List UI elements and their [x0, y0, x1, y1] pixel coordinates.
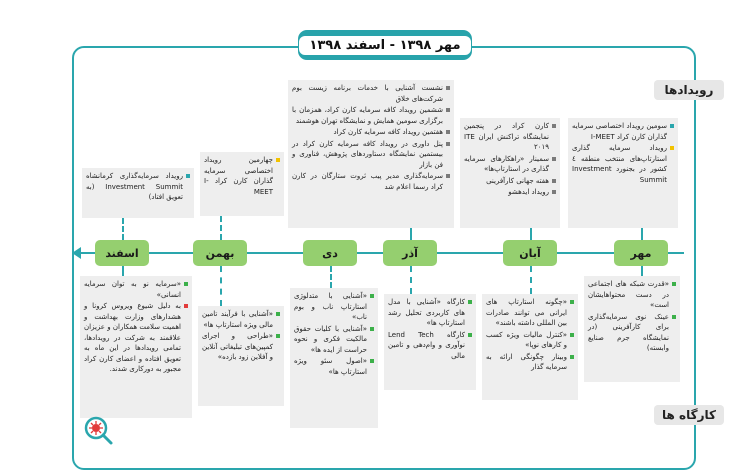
connector [220, 216, 222, 240]
events-azar [288, 80, 454, 228]
bullet-icon [552, 190, 556, 194]
bullet-icon [670, 146, 674, 150]
bullet-icon [468, 333, 472, 337]
page-title: مهر ۱۳۹۸ - اسفند ۱۳۹۸ [299, 36, 470, 55]
event-item: سرمایه‌گذاری مدیر پیب ثروت ستارگان در کارن کراد رسما اعلام شد [292, 171, 450, 192]
bullet-icon [370, 294, 374, 298]
month-bahman: بهمن [193, 240, 247, 266]
event-item: رویداد سرمایه‌گذاری کرمانشاه Investment Summit (به تعویق افتاد) [86, 171, 190, 203]
event-item: ششمین رویداد کافه سرمایه کارن کراد، همزمان با برگزاری سومین همایش و نمایشگاه تهران هوشمند [292, 105, 450, 126]
month-aban: آبان [503, 240, 557, 266]
bullet-icon [670, 124, 674, 128]
workshops-section-label: کارگاه ها [654, 405, 724, 425]
workshop-item: «چگونه استارتاپ های ایرانی می توانند صادرات بین المللی داشته باشند» [486, 297, 574, 329]
bullet-icon [276, 158, 280, 162]
events-esfand [82, 168, 194, 218]
timeline-arrow-icon [72, 247, 81, 259]
workshops-dey [290, 288, 378, 428]
connector [641, 266, 643, 276]
bullet-icon [552, 179, 556, 183]
bullet-icon [186, 174, 190, 178]
connector [410, 228, 412, 240]
workshop-item: عینک نوی سرمایه‌گذاری برای کارآفرینی (در نمایشگاه جرم صنایع وابسته) [588, 312, 676, 354]
connector [410, 266, 412, 294]
workshop-item: «قدرت شبکه های اجتماعی در دست محتواهایشان است» [588, 279, 676, 311]
connector [122, 218, 124, 240]
workshops-azar [384, 294, 476, 390]
month-mehr: مهر [614, 240, 668, 266]
workshop-item: «آشنایی با متدلوژی استارتاپ ناب و بوم ناب» [294, 291, 374, 323]
connector [330, 266, 332, 288]
workshop-item: «کنترل مالیات ویژه کسب و کارهای نوپا» [486, 330, 574, 351]
event-item: پنل داوری در رویداد کافه سرمایه کارن کراد در بیستمین نمایشگاه دستاوردهای پژوهش، فناوری و فن بازار [292, 139, 450, 171]
bullet-icon [184, 304, 188, 308]
bullet-icon [672, 315, 676, 319]
connector [220, 266, 222, 306]
event-item: هفته جهانی کارآفرینی [464, 176, 556, 187]
bullet-icon [552, 157, 556, 161]
event-item: هفتمین رویداد کافه سرمایه کارن کراد [292, 127, 450, 138]
workshop-item: «اصول سئو ویژه استارتاپ ها» [294, 356, 374, 377]
bullet-icon [446, 86, 450, 90]
bullet-icon [370, 359, 374, 363]
month-dey: دی [303, 240, 357, 266]
workshops-mehr [584, 276, 680, 382]
bullet-icon [370, 327, 374, 331]
events-section-label: رویدادها [654, 80, 724, 100]
bullet-icon [446, 130, 450, 134]
bullet-icon [570, 355, 574, 359]
timeline-line [78, 252, 684, 254]
bullet-icon [446, 174, 450, 178]
bullet-icon [468, 300, 472, 304]
event-item: سمینار «راهکارهای سرمایه گذاری در استارتاپ‌ها» [464, 154, 556, 175]
workshop-item: «سرمایه نو به توان سرمایه انسانی» [84, 279, 188, 300]
bullet-icon [184, 282, 188, 286]
bullet-icon [570, 300, 574, 304]
month-azar: آذر [383, 240, 437, 266]
event-item: سومین رویداد اختصاصی سرمایه گذاران کارن کراد I-MEET [572, 121, 674, 142]
connector [530, 266, 532, 294]
connector [530, 228, 532, 240]
bullet-icon [276, 312, 280, 316]
workshop-item: «آشنایی با فرآیند تامین مالی ویژه استارتاپ ها» [202, 309, 280, 330]
month-esfand: اسفند [95, 240, 149, 266]
events-mehr [568, 118, 678, 228]
events-aban [460, 118, 560, 228]
workshop-item: کارگاه Lend Tech نوآوری و وام‌دهی و تامین مالی [388, 330, 472, 362]
workshop-item: به دلیل شیوع ویروس کرونا و هشدارهای وزارت بهداشت و اهمیت سلامت همکاران و عزیزان علاقمند به شرکت در رویدادها، تمامی رویدادها در این ماه به تعویق افتاده و اعضای کارن کراد مجبور به دورکاری شدند. [84, 301, 188, 375]
connector [641, 228, 643, 240]
event-item: کارن کراد در پنجمین نمایشگاه تراکنش ایران ITE ۲۰۱۹ [464, 121, 556, 153]
workshop-item: کارگاه «آشنایی با مدل های کاربردی تحلیل رشد استارتاپ ها» [388, 297, 472, 329]
event-item: چهارمین رویداد اختصاصی سرمایه گذاران کارن کراد I-MEET [204, 155, 280, 197]
bullet-icon [276, 334, 280, 338]
events-bahman [200, 152, 284, 216]
workshop-item: وبینار چگونگی ارائه به سرمایه گذار [486, 352, 574, 373]
bullet-icon [570, 333, 574, 337]
event-item: نشست آشنایی با خدمات برنامه زیست بوم شرکت‌های خلاق [292, 83, 450, 104]
workshop-item: «آشنایی با کلیات حقوق مالکیت فکری و نحوه حراست از ایده ها» [294, 324, 374, 356]
workshop-item: «طراحی و اجرای کمپین‌های تبلیغاتی آنلاین و آفلاین زود بازده» [202, 331, 280, 363]
bullet-icon [446, 108, 450, 112]
workshops-bahman [198, 306, 284, 406]
event-item: رویداد ایدهشو [464, 187, 556, 198]
workshops-esfand [80, 276, 192, 418]
bullet-icon [446, 142, 450, 146]
connector [122, 266, 124, 276]
event-item: رویداد سرمایه گذاری استارتاپ‌های منتخب منطقه ٤ کشور در بجنورد Investment Summit [572, 143, 674, 185]
virus-magnifier-icon [82, 414, 114, 446]
title-banner [298, 30, 472, 60]
bullet-icon [552, 124, 556, 128]
workshops-aban [482, 294, 578, 400]
bullet-icon [672, 282, 676, 286]
